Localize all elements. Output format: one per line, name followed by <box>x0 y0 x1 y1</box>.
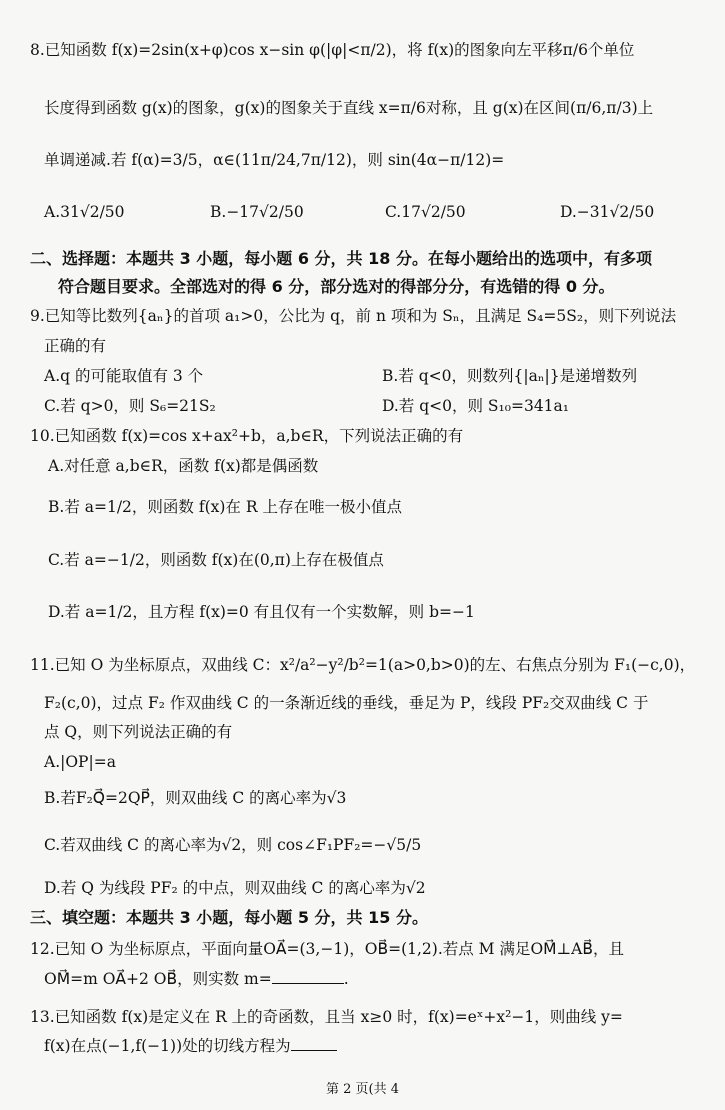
q11-line1: 11.已知 O 为坐标原点，双曲线 C：x²/a²−y²/b²=1(a>0,b>0)的左、右焦点分别为 F₁(−c,0)， <box>30 656 696 674</box>
q12-answer-blank <box>272 969 344 984</box>
q9-line1: 9.已知等比数列{aₙ}的首项 a₁>0，公比为 q，前 n 项和为 Sₙ，且满足 S₄=5S₂，则下列说法 <box>30 307 677 325</box>
q9-option-c: C.若 q>0，则 S₆=21S₂ <box>44 397 216 415</box>
q12-line1: 12.已知 O 为坐标原点，平面向量OA⃗=(3,−1)，OB⃗=(1,2).若点 M 满足OM⃗⊥AB⃗，且 <box>30 940 624 958</box>
section3-heading: 三、填空题：本题共 3 小题，每小题 5 分，共 15 分。 <box>30 908 428 927</box>
section2-instructions: 符合题目要求。全部选对的得 6 分，部分选对的得部分分，有选错的得 0 分。 <box>58 277 615 296</box>
q11-line2: F₂(c,0)，过点 F₂ 作双曲线 C 的一条渐近线的垂线，垂足为 P，线段 PF₂交双曲线 C 于 <box>44 694 649 712</box>
q8-option-a: A.31√2/50 <box>44 203 125 221</box>
q13-answer-blank <box>291 1036 337 1051</box>
q9-option-a: A.q 的可能取值有 3 个 <box>44 367 204 385</box>
q10-option-a: A.对任意 a,b∈R，函数 f(x)都是偶函数 <box>48 457 319 475</box>
q13-line2 <box>44 1034 337 1058</box>
q11-option-c: C.若双曲线 C 的离心率为√2，则 cos∠F₁PF₂=−√5/5 <box>44 836 422 854</box>
q8-line1: 8.已知函数 f(x)=2sin(x+φ)cos x−sin φ(|φ|<π/2)，将 f(x)的图象向左平移π/6个单位 <box>30 41 635 59</box>
q9-line2: 正确的有 <box>44 337 107 355</box>
q9-option-b: B.若 q<0，则数列{|aₙ|}是递增数列 <box>382 367 638 385</box>
section2-heading: 二、选择题：本题共 3 小题，每小题 6 分，共 18 分。在每小题给出的选项中，有多项 <box>30 249 652 268</box>
q8-line3: 单调递减.若 f(α)=3/5，α∈(11π/24,7π/12)，则 sin(4α−π/12)= <box>44 151 505 169</box>
q12-line2: OM⃗=m OA⃗+2 OB⃗，则实数 m= . <box>44 970 349 988</box>
q10-option-b: B.若 a=1/2，则函数 f(x)在 R 上存在唯一极小值点 <box>48 498 402 516</box>
q11-option-b: B.若F₂Q⃗=2QP⃗，则双曲线 C 的离心率为√3 <box>44 789 347 807</box>
q11-option-d: D.若 Q 为线段 PF₂ 的中点，则双曲线 C 的离心率为√2 <box>44 879 426 897</box>
q10-stem: 10.已知函数 f(x)=cos x+ax²+b，a,b∈R，下列说法正确的有 <box>30 427 464 445</box>
q8-option-c: C.17√2/50 <box>385 203 466 221</box>
q9-option-d: D.若 q<0，则 S₁₀=341a₁ <box>382 397 569 415</box>
q10-option-d: D.若 a=1/2，且方程 f(x)=0 有且仅有一个实数解，则 b=−1 <box>48 603 475 621</box>
q13-line1: 13.已知函数 f(x)是定义在 R 上的奇函数，且当 x≥0 时，f(x)=eˣ+x²−1，则曲线 y= <box>30 1008 623 1026</box>
q10-option-c: C.若 a=−1/2，则函数 f(x)在(0,π)上存在极值点 <box>48 551 384 569</box>
q8-option-d: D.−31√2/50 <box>560 203 655 221</box>
q11-option-a: A.|OP|=a <box>44 753 116 771</box>
q13-line2-text: f(x)在点(−1,f(−1))处的切线方程为 <box>44 1037 291 1055</box>
q12-line2-text: OM⃗=m OA⃗+2 OB⃗，则实数 m= <box>44 970 272 988</box>
q11-line3: 点 Q，则下列说法正确的有 <box>44 723 233 741</box>
q8-line2: 长度得到函数 g(x)的图象，g(x)的图象关于直线 x=π/6对称，且 g(x)在区间(π/6,π/3)上 <box>44 99 654 117</box>
page-footer: 第 2 页(共 4 <box>325 1082 399 1097</box>
q8-option-b: B.−17√2/50 <box>210 203 304 221</box>
